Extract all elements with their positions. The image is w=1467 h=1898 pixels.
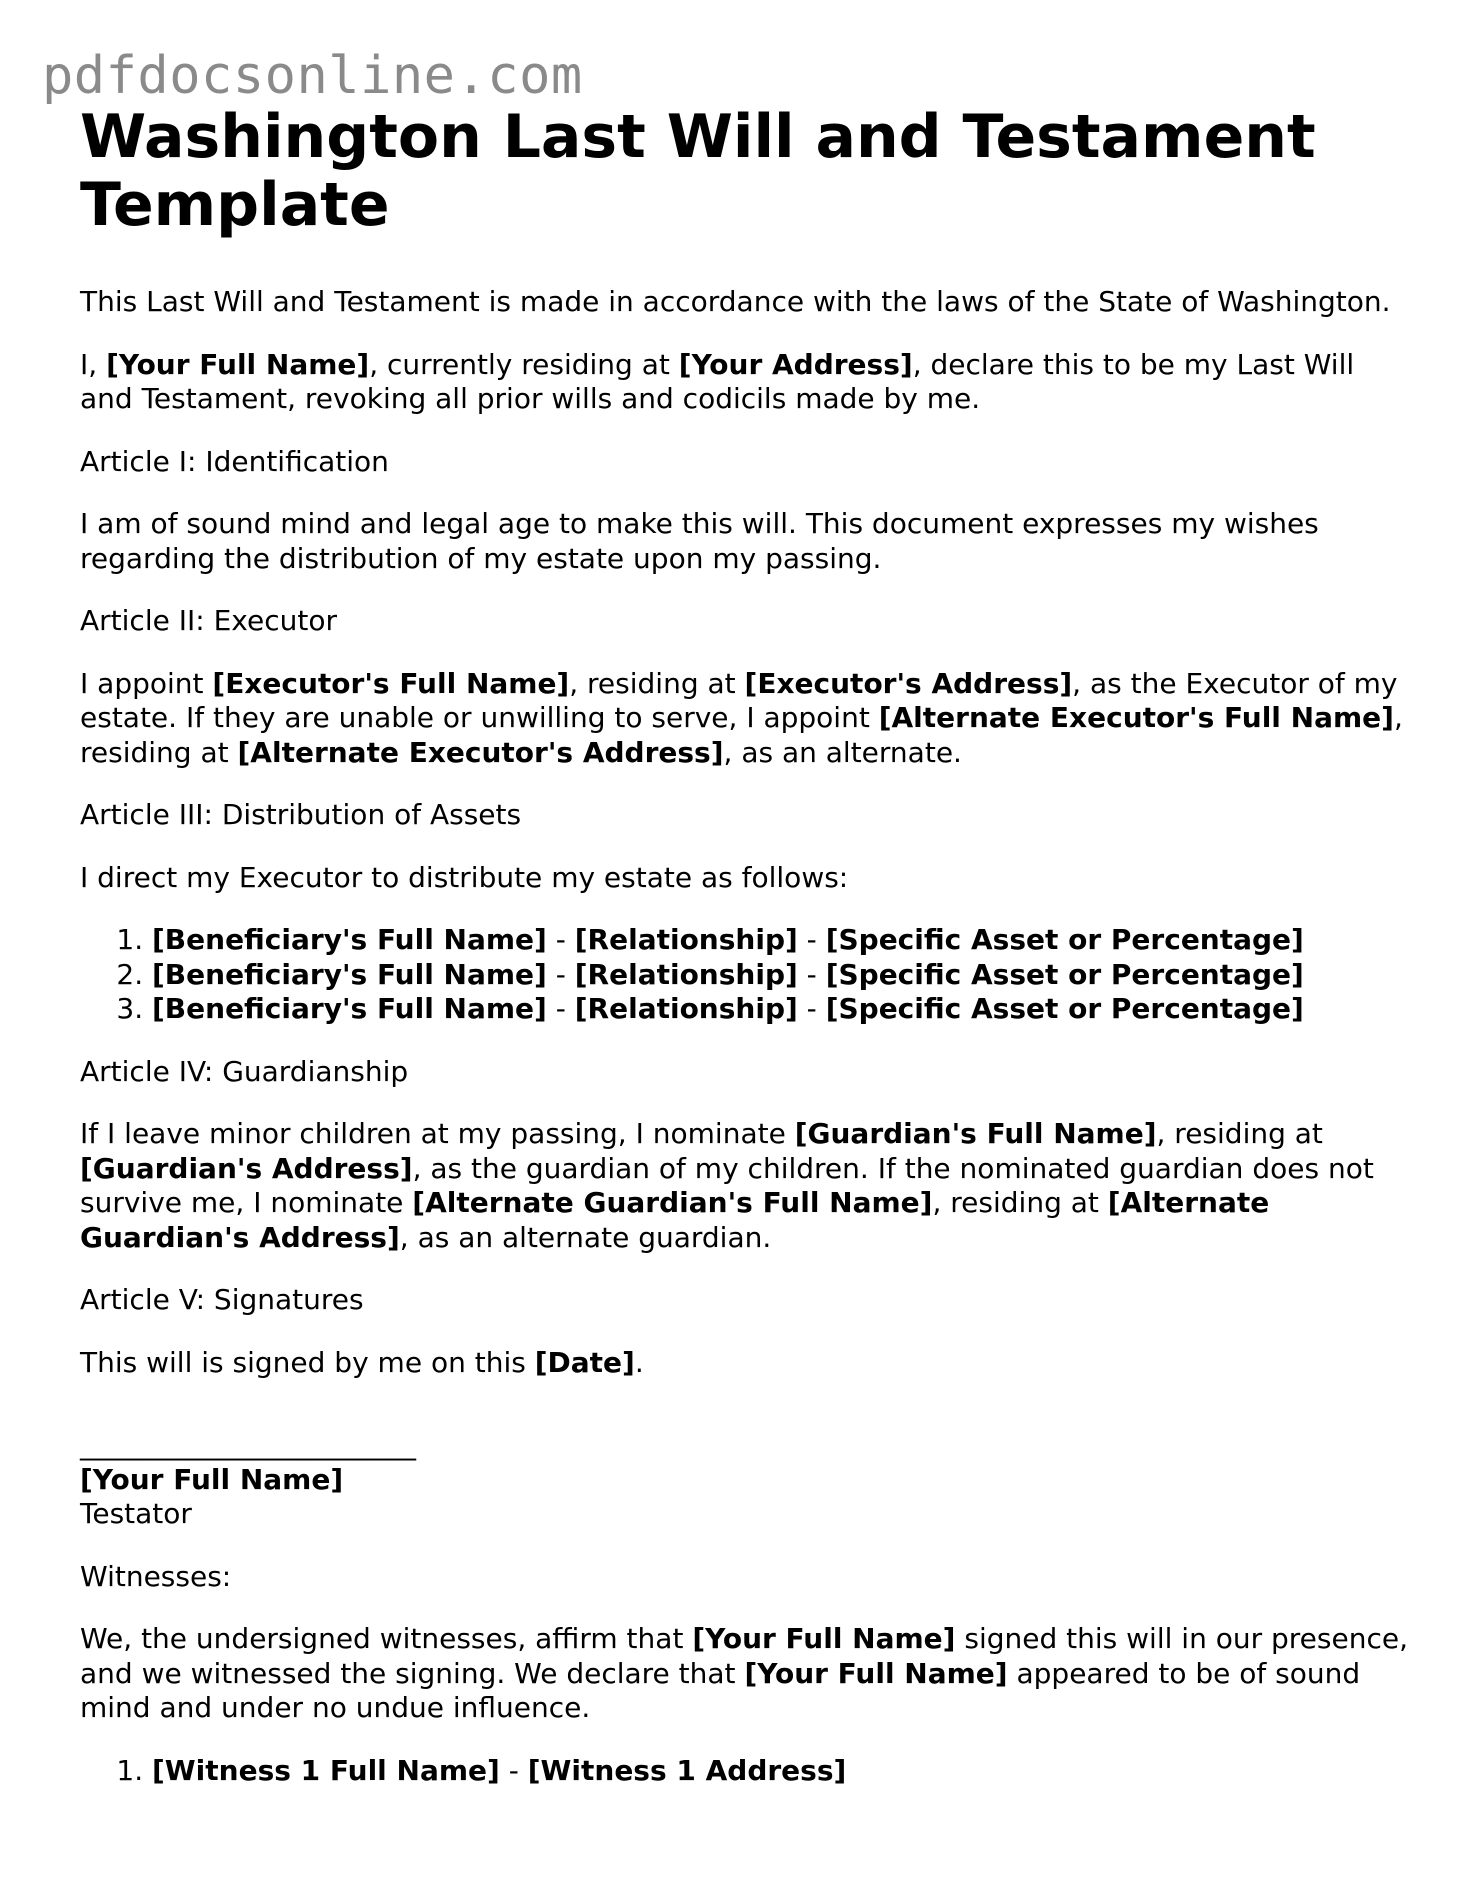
article-1-text: I am of sound mind and legal age to make this will. This document expresses my wishes regarding the distribution of my estate upon my passing.	[80, 507, 1319, 575]
article-4-heading: Article IV: Guardianship	[80, 1054, 409, 1088]
article-2-text: I appoint [Executor's Full Name], residing at [Executor's Address], as the Executor of my estate. If they are unable or unwilling to serve, I appoint [Alternate Executor's Full Name], residing at [Alternate Executor's Address], as an alternate.	[80, 666, 1403, 769]
list-item: 1. [Beneficiary's Full Name] - [Relationship] - [Specific Asset or Percentage]	[152, 923, 1410, 958]
intro-paragraph: This Last Will and Testament is made in accordance with the laws of the State of Washington.	[80, 285, 1391, 318]
article-3-heading: Article III: Distribution of Assets	[80, 798, 522, 831]
document-body	[80, 103, 1410, 1788]
guardian-name-placeholder: [Guardian's Full Name]	[794, 1117, 1157, 1150]
signature-line: ________________________	[80, 1428, 416, 1461]
article-5-text: This will is signed by me on this [Date].	[80, 1345, 644, 1379]
list-item: 1. [Witness 1 Full Name] - [Witness 1 Address]	[152, 1754, 1410, 1789]
witnesses-text: We, the undersigned witnesses, affirm that [Your Full Name] signed this will in our presence, and we witnessed the signing. We declare that [Your Full Name] appeared to be of sound mind and under no undue influence.	[80, 1622, 1408, 1724]
guardian-address-placeholder: [Guardian's Address]	[80, 1151, 413, 1185]
article-2-heading: Article II: Executor	[80, 604, 337, 637]
executor-name-placeholder: [Executor's Full Name]	[212, 666, 570, 700]
testator-address-placeholder: [Your Address]	[678, 347, 913, 381]
date-placeholder: [Date]	[534, 1345, 635, 1379]
witness-list	[80, 1754, 1410, 1789]
alternate-executor-address-placeholder: [Alternate Executor's Address]	[237, 735, 724, 769]
signature-name: [Your Full Name]	[80, 1462, 344, 1496]
alternate-guardian-name-placeholder: [Alternate Guardian's Full Name]	[412, 1186, 933, 1219]
declaration-paragraph: I, [Your Full Name], currently residing at [Your Address], declare this to be my Last Will and Testament, revoking all prior wills and codicils made by me.	[80, 347, 1355, 415]
article-1-heading: Article I: Identification	[80, 444, 389, 478]
list-item: 2. [Beneficiary's Full Name] - [Relationship] - [Specific Asset or Percentage]	[152, 958, 1410, 993]
witnesses-heading: Witnesses:	[80, 1559, 232, 1593]
article-3-text: I direct my Executor to distribute my estate as follows:	[80, 860, 849, 894]
signature-block	[80, 1428, 1410, 1532]
list-item: 3. [Beneficiary's Full Name] - [Relationship] - [Specific Asset or Percentage]	[152, 992, 1410, 1027]
signature-role: Testator	[80, 1497, 192, 1530]
executor-address-placeholder: [Executor's Address]	[744, 666, 1073, 700]
testator-name-placeholder: [Your Full Name]	[106, 347, 370, 381]
beneficiary-list	[80, 923, 1410, 1027]
alternate-guardian-address-placeholder: [Alternate Guardian's Address]	[80, 1186, 1270, 1254]
document-title: Washington Last Will and Testament Template	[80, 102, 1316, 240]
article-4-text: If I leave minor children at my passing, I nominate [Guardian's Full Name], residing at [Guardian's Address], as the guardian of my children. If the nominated guardian does not survive me, I nominate [Alternate Guardian's Full Name], residing at [Alternate Guardian's Address], as an alternate guardian.	[80, 1117, 1374, 1254]
watermark-text: pdfdocsonline.com	[42, 46, 583, 106]
article-5-heading: Article V: Signatures	[80, 1283, 364, 1316]
alternate-executor-name-placeholder: [Alternate Executor's Full Name]	[878, 701, 1394, 734]
